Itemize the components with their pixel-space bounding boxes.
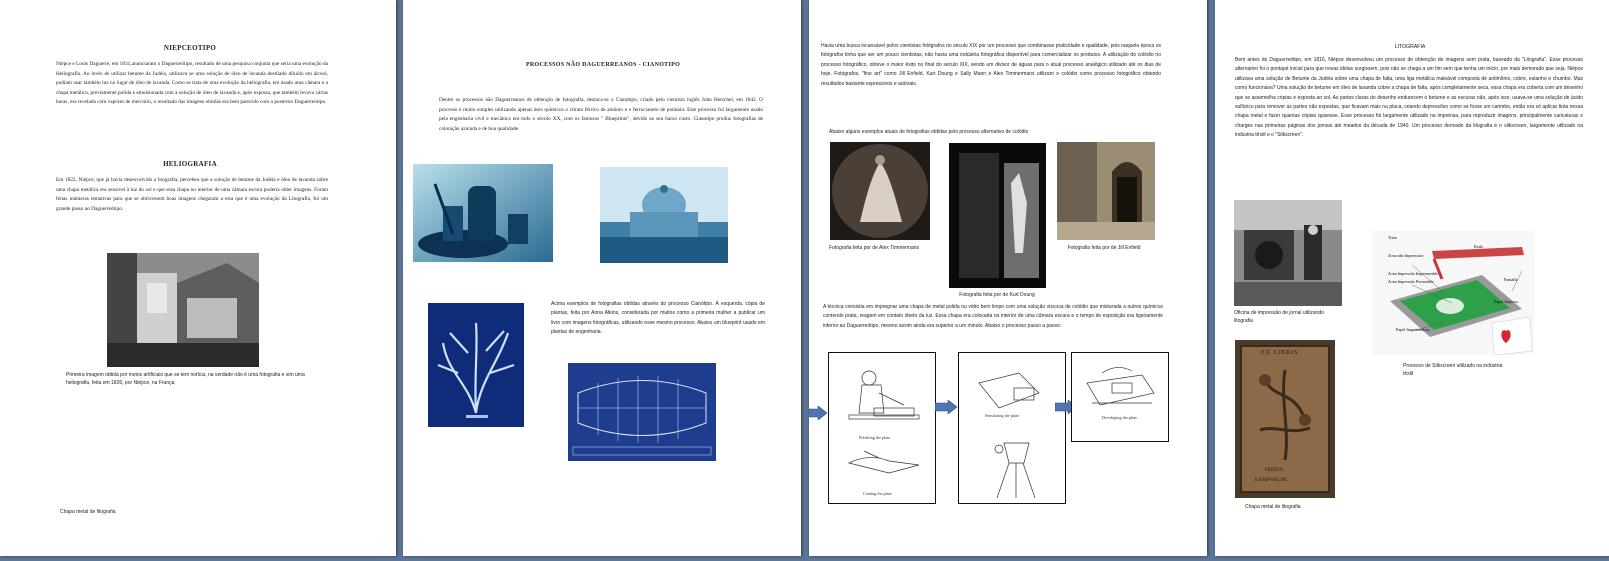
cyanotype-palace	[600, 167, 728, 263]
caption-press: Oficina de impressão de jornal utilizando litografia	[1234, 310, 1325, 324]
label-tinta: Tinta	[1388, 235, 1397, 240]
paragraph-cianotipo: Dentre os processos não Daguerreanos de obtenção de fotografia, destaca-se o Cianótipo, criado pelo cientista inglês John Herschel, em 1842. O processo é muito simples utilizando apenas dois químicos o citrato férrico de amônio e o ferrocianeto de potássio. Este processo foi largamente usado pela engenharia civil e mecânica em todo o século XX, com os famosos " Blueprints", devido ao seu baixo custo. Cianotipo produz fotografias de coloração azulada e de boa qualidade.	[439, 97, 763, 132]
caption-heliography: Primeira imagem obtida por meios artificiais que se tem notícia, na verdade não é uma fotografia e sim uma heliografia, feita em 1826, por Niépce, na França	[66, 372, 305, 386]
lithography-plate-photo	[1235, 340, 1335, 498]
cyanotype-still-life	[413, 164, 553, 262]
paragraph-cianotipo-examples: Acima exemplos de fotografias obtidas através do processo Cianótipo. À esquerda, cópia de plantas, feita por Anna Atkins, considerada por muitos como a primeira mulher a publicar um livro com imagens fotográficas, utilizando esse mesmo processo. Abaixo um blueprint usado em plantas de engenharia.	[551, 301, 765, 336]
blueprint-image	[568, 363, 716, 461]
label-zona-impermeable: Zona Impressão Impermeable	[1388, 271, 1438, 276]
label-rodo: Rodo	[1474, 244, 1484, 249]
document-page-4	[1215, 0, 1609, 556]
footer-caption: Chapa metal de litografia	[60, 509, 116, 515]
caption-silkscreen: Processo de Silkscreen utilizado na indústria têxtil	[1403, 363, 1503, 377]
arrow-right-icon	[935, 400, 957, 414]
heading-heliografia: HELIOGRAFIA	[163, 160, 217, 168]
paragraph-niepceotipo: Niépce e Louis Daguerre, em 1831,anunciaram o Daguerreótipo, resultado de uma pesquisa conjunta que seria uma evolução da Heliografia. Ao invés de utilizar betume da Judéia, utilizava se uma solução de óleo de lavanda destilado diluído em álcool, podiam usar também luz no lugar de óleo de lavanda. Como se trata de uma evolução da heliografia, em usado uma câmara e a chapa metálica, previamente polida e emulsionada com a solução de óleo de lavanda e, após exposta, que também levava várias horas, era revelada com vapores de mercúrio, o resultado das imagens obtidas era bem parecido com o posterior Daguerreótipo.	[56, 61, 328, 106]
step-label-sensitizing: Sensitizing the plate	[985, 413, 1019, 418]
heading-cianotipo: PROCESSOS NÃO DAGUERREANOS - CIANOTIPO	[525, 62, 681, 68]
caption-enfield: Fotografia feita por de Jill Enfield	[1067, 245, 1141, 251]
heading-niepceotipo: NIEPCEOTIPO	[163, 44, 217, 52]
paragraph-colodio: Havia uma busca incansável pelos cientistas fotógrafos no século XIX por um processo que combinasse praticidade e qualidade, pois naquela época os fotógrafos tinha que ser um pouco cientistas, não havia uma indústria fotográfica disponível para comercializar os produtos. A utilização do colódio no processo fotográfico, obteve o maior êxito no final do século XIX, sendo um divisor de águas para o atual processo analógico utilizado até os dias de hoje. Fotógrafos, "fine art" como Jill Enfield, Kurt Doung e Sally Mann e Alex Timmermans utilizam o colódio como processo fotográfico obtendo resultados bastante expressivos e autorais.	[821, 43, 1161, 87]
plate-text-2: KAMPWALDE	[1255, 478, 1287, 483]
anna-atkins-algae	[428, 303, 524, 427]
caption-timmermans: Fotografia feita por de Alex Timmermans	[828, 245, 920, 251]
paragraph-heliografia: Em 1822, Niépce, que já havia desenvolvido a litografia, percebeu que a solução de betume da Judéia e óleo de lavanda sobre uma chapa metálica era sensível à luz do sol e que essa chapa no interior de uma câmara escura poderia obter imagens. Foram feitas inúmeras tentativas para que se obtivessem boas imagens chegaram a esta que é uma evolução da Litografia, foi um grande passo ao Daguerreótipo.	[56, 177, 328, 212]
document-page-1	[0, 0, 396, 556]
step-frame-developing	[1071, 352, 1169, 442]
plate-text-1: FREIDA	[1265, 468, 1284, 473]
document-page-2	[403, 0, 801, 556]
label-zona-nao: Zona não Impressora	[1388, 253, 1424, 258]
arrow-right-icon	[809, 406, 827, 420]
step-label-developing: Developing the plate	[1102, 415, 1137, 420]
photo-jill-enfield	[1057, 142, 1155, 240]
label-zona-permeable: Zona Impressão Permeable	[1388, 279, 1434, 284]
document-page-3	[809, 0, 1207, 556]
step-label-polishing: Polishing the plate	[859, 435, 891, 440]
newspaper-press-photo	[1234, 200, 1342, 306]
photo-kurt-doung	[949, 143, 1046, 288]
step-frame-sensitizing	[958, 352, 1066, 504]
silkscreen-diagram	[1372, 231, 1534, 355]
heliography-photo	[107, 253, 259, 367]
label-papel-imprimindose: Papel Imprimindose	[1396, 327, 1430, 332]
label-papel-impreso: Papel Impreso	[1494, 299, 1519, 304]
ex-libris-text: EX LIBRIS	[1261, 350, 1299, 356]
photo-timmermans	[830, 142, 930, 240]
step-frame-polishing	[828, 352, 936, 504]
label-pantalla: Pantalla	[1504, 277, 1518, 282]
step-label-coating: Coating the plate	[863, 491, 892, 496]
paragraph-tecnica: A técnica consistia em impregnar uma chapa de metal polida ou vidro bem limpo com uma solução viscosa de colódio que misturada a outros químicos contendo prata, reagem em contato direto da luz. Essa chapa era colocada no interior de uma câmara escura e o tempo de exposição era ligeiramente inferior ao Daguerreótipo, mesmo assim ainda era superior a um minuto. Abaixo o processo passo a passo:	[823, 304, 1163, 329]
intro-examples: Abaixo alguns exemplos atuais de fotografias obtidas pelo processo alternativo de colódio	[829, 129, 1029, 135]
caption-plate: Chapa metal de litografia	[1245, 504, 1301, 510]
caption-doung: Fotografia feita por de Kurt Doung	[959, 292, 1035, 298]
heading-litografia: LITOGRAFIA	[1394, 44, 1426, 50]
paragraph-litografia: Bem antes do Daguerreótipo, em 1816, Niépce desenvolveu um processo de obtenção de imagens sem prata, baseado da "Litografia". Esse processo alternativo foi o pontapé inicial para que novas idéias surgissem, pois não se chega a um fim sem que tenha um início, por mais demorado que seja. Niépce utilizava uma solução de Betume da Judéia sobre uma chapa de falta, uma liga metálica maleável composta de antimônio, cobre, estanho e chumbo. Mas como funcionava? Uma solução de betume em óleo de lavanda cobre a chapa de falta, após completamente seca, essa chapa era coberta com um desenho que se assemelha cópias e exposta ao sol. As partes claras do desenho endurecem o betume e as escuras não, após isso, usava-se uma solução de ácido sulfúrico para remover as partes não expostas, que ficavam mais na placa, criando depressões como se fosse um carimbo, então era só aplicar tinta nessa chapa metal e fazer quantas cópias quisesse. Esse processo foi largamente utilizado na imprensa, para reproduzir imagens, principalmente caricaturas e charges nas primeiras páginas dos jornais até meados da década de 1940. Um processo derivado da litografia é o silkscreen, largamente utilizado na indústria têxtil e o "Silkscreen".	[1235, 57, 1583, 139]
